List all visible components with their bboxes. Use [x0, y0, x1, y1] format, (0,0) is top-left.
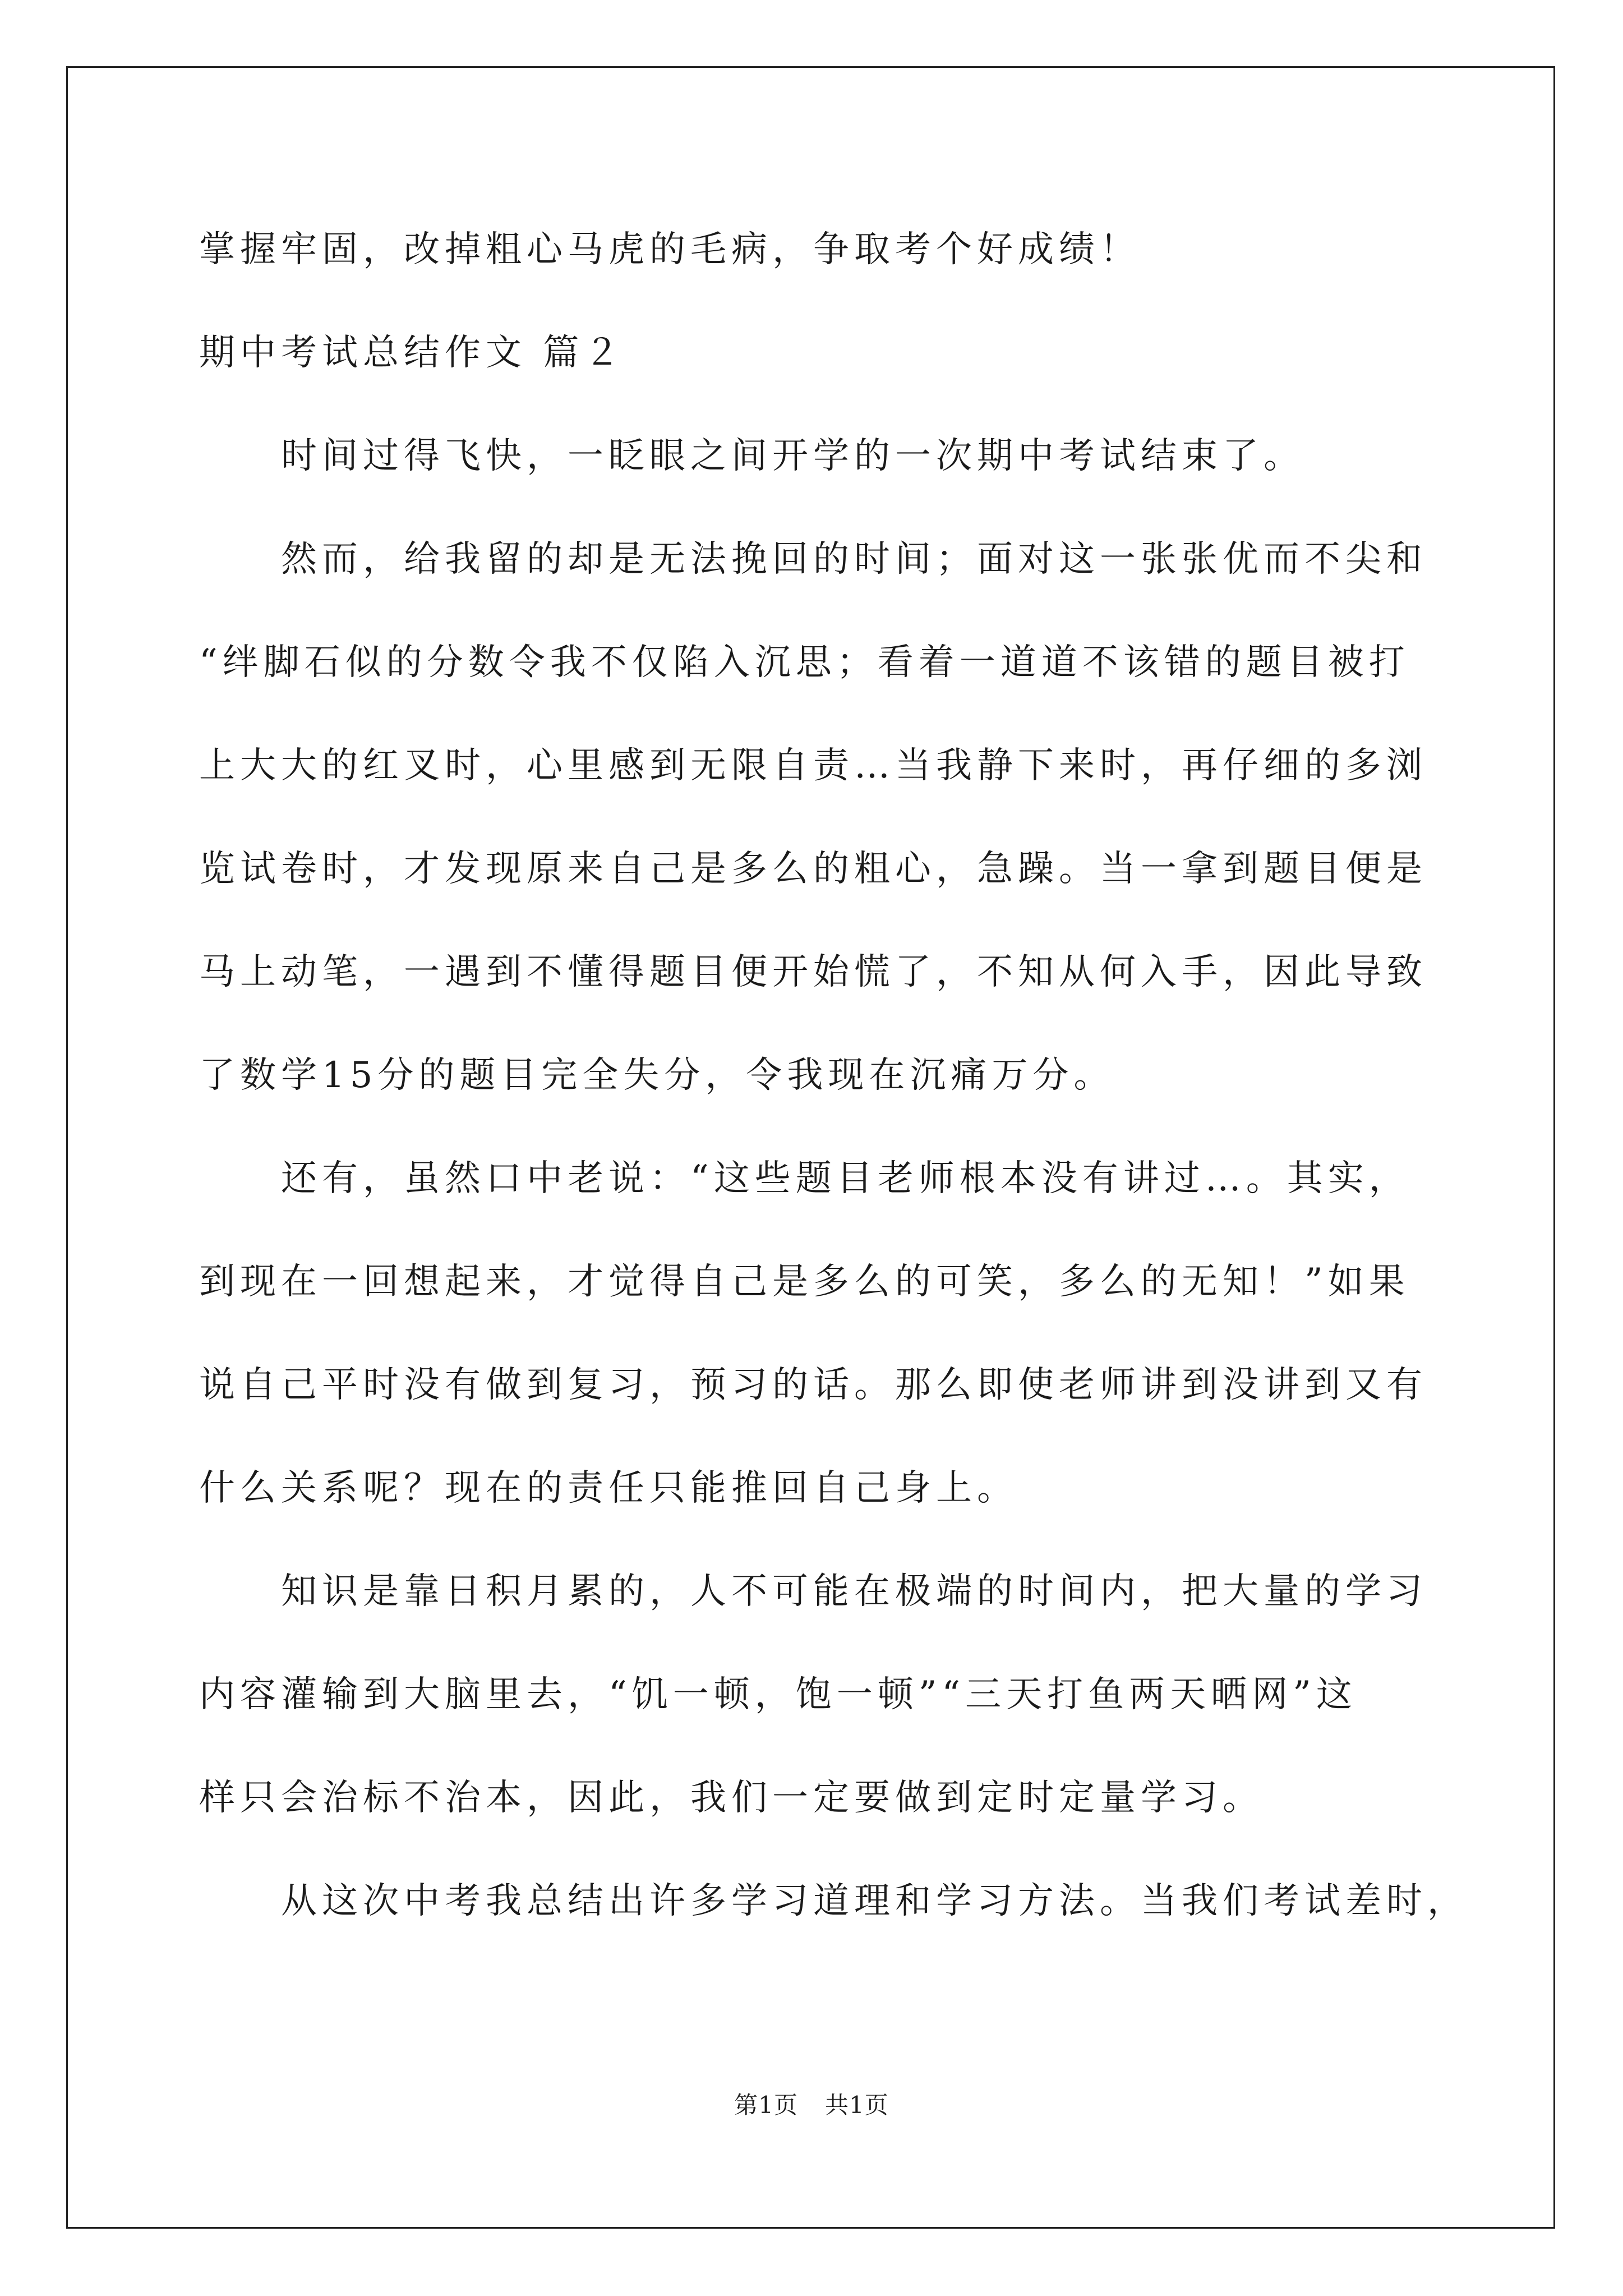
page-total: 共1页: [825, 2091, 889, 2119]
paragraph-line: 从这次中考我总结出许多学习道理和学习方法。当我们考试差时，: [281, 1880, 1468, 1922]
paragraph-line: 到现在一回想起来，才觉得自己是多么的可笑，多么的无知！”如果: [199, 1261, 1410, 1303]
paragraph-line: 知识是靠日积月累的，人不可能在极端的时间内，把大量的学习: [281, 1571, 1427, 1612]
paragraph-line: 览试卷时，才发现原来自己是多么的粗心，急躁。当一拿到题目便是: [199, 848, 1427, 890]
section-heading: 期中考试总结作文 篇２: [199, 332, 625, 374]
text-line: 掌握牢固，改掉粗心马虎的毛病，争取考个好成绩！: [199, 229, 1141, 270]
page-footer: [0, 2087, 1623, 2120]
paragraph-line: 还有，虽然口中老说：“这些题目老师根本没有讲过…。其实，: [281, 1158, 1410, 1199]
paragraph-line: 时间过得飞快，一眨眼之间开学的一次期中考试结束了。: [281, 435, 1304, 477]
document-body: [199, 216, 1468, 1971]
paragraph-line: 说自己平时没有做到复习，预习的话。那么即使老师讲到没讲到又有: [199, 1364, 1427, 1406]
paragraph-line: “绊脚石似的分数令我不仅陷入沉思；看着一道道不该错的题目被打: [199, 642, 1410, 683]
paragraph-line: 马上动笔，一遇到不懂得题目便开始慌了，不知从何入手，因此导致: [199, 951, 1427, 993]
paragraph-line: 上大大的红叉时，心里感到无限自责…当我静下来时，再仔细的多浏: [199, 745, 1427, 786]
paragraph-line: 了数学15分的题目完全失分，令我现在沉痛万分。: [199, 1055, 1115, 1096]
paragraph-line: 样只会治标不治本，因此，我们一定要做到定时定量学习。: [199, 1777, 1264, 1819]
page-number: 第1页: [734, 2091, 798, 2119]
paragraph-line: 然而，给我留的却是无法挽回的时间；面对这一张张优而不尖和: [281, 539, 1427, 580]
paragraph-line: 什么关系呢？现在的责任只能推回自己身上。: [199, 1467, 1018, 1509]
paragraph-line: 内容灌输到大脑里去，“饥一顿，饱一顿”“三天打鱼两天晒网”这: [199, 1674, 1357, 1715]
